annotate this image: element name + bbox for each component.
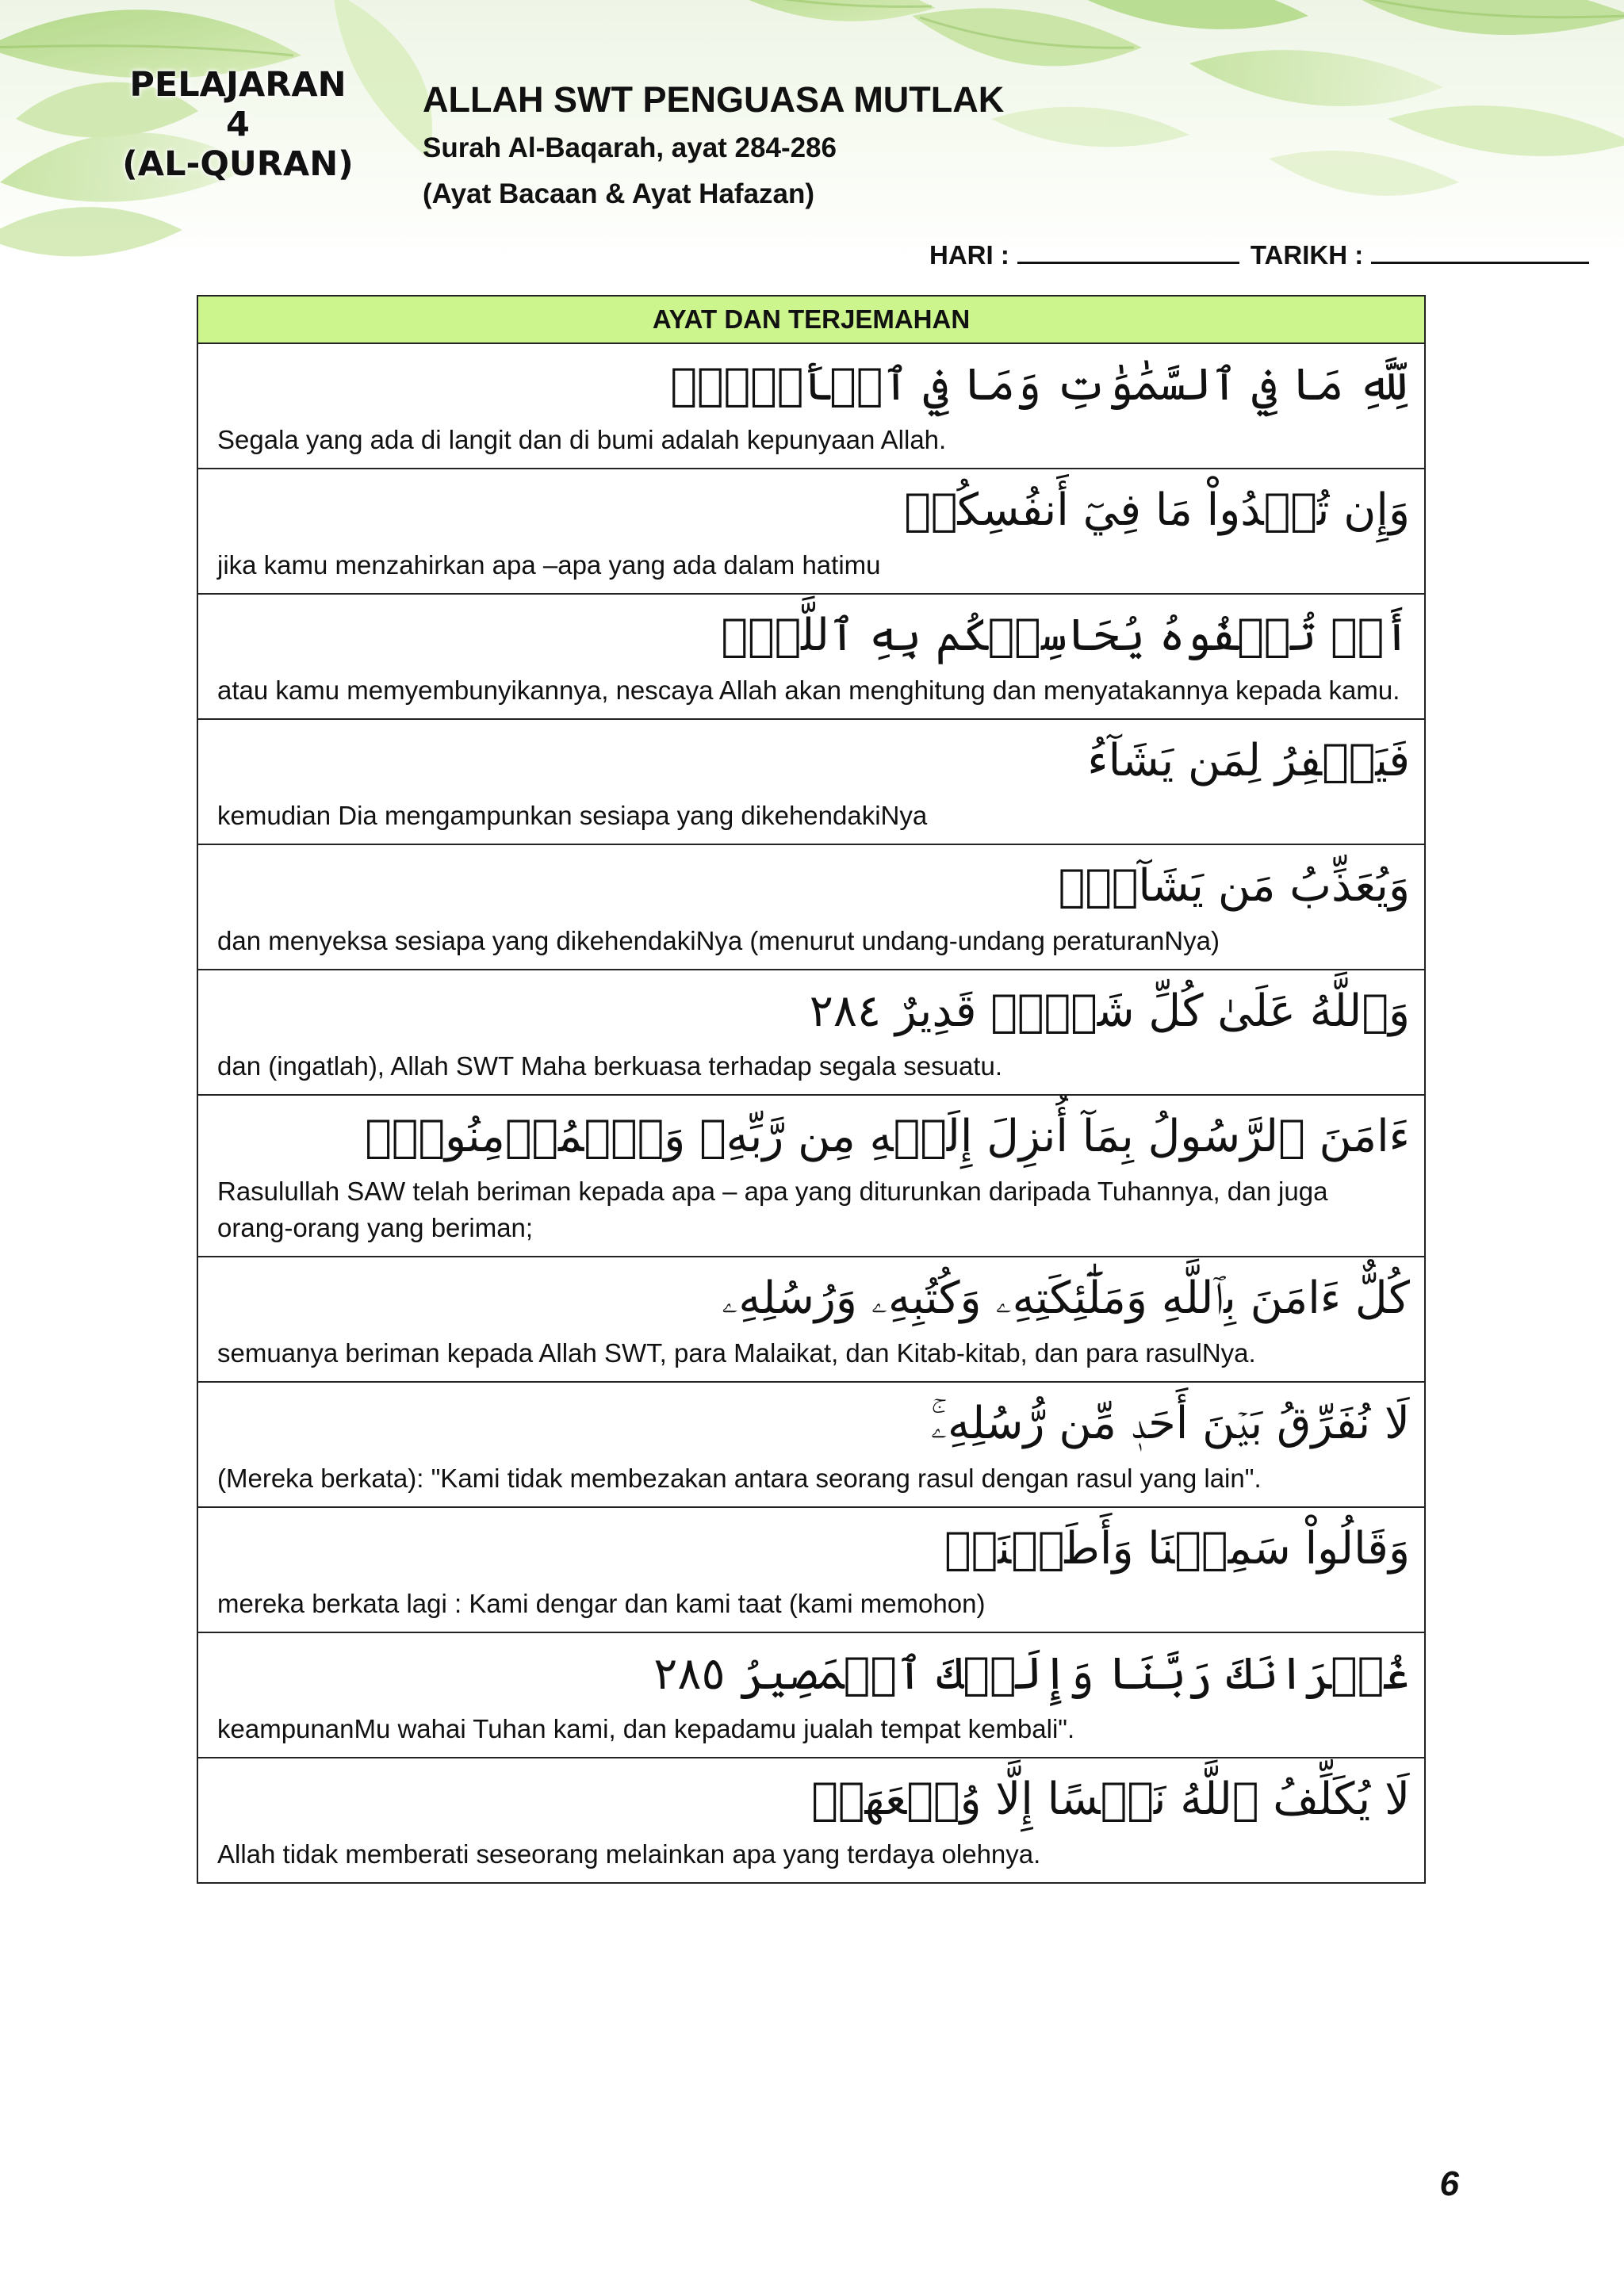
arabic-ayah: ءَامَنَ ٱلرَّسُولُ بِمَآ أُنزِلَ إِلَيۡهِ مِن رَّبِّهِۦ وَٱلۡمُؤۡمِنُونَۚ	[365, 1111, 1410, 1162]
ayat-type-subtitle: (Ayat Bacaan & Ayat Hafazan)	[423, 178, 815, 209]
arabic-ayah: فَيَغۡفِرُ لِمَن يَشَآءُ	[1087, 735, 1410, 786]
table-row	[197, 1758, 1425, 1883]
table-row	[197, 719, 1425, 844]
page-number: 6	[1439, 2164, 1459, 2203]
table-row	[197, 844, 1425, 970]
lesson-label-line3: (AL-QURAN)	[122, 144, 354, 184]
table-row	[197, 1382, 1425, 1507]
date-fields	[929, 238, 1589, 270]
table-row	[197, 469, 1425, 594]
table-row	[197, 1632, 1425, 1758]
ayah-cell	[197, 1632, 1425, 1758]
page-title: ALLAH SWT PENGUASA MUTLAK	[423, 79, 1005, 120]
translation-text: dan menyeksa sesiapa yang dikehendakiNya (menurut undang-undang peraturanNya)	[217, 926, 1220, 955]
title-block	[423, 75, 1004, 217]
lesson-label-line2: 4	[226, 105, 250, 144]
tarikh-label: TARIKH :	[1250, 240, 1364, 270]
lesson-label-line1: PELAJARAN	[129, 65, 347, 105]
lesson-label	[119, 65, 357, 184]
table-row	[197, 1095, 1425, 1257]
arabic-ayah: لَا نُفَرِّقُ بَيۡنَ أَحَدٖ مِّن رُّسُلِهِۦۚ	[930, 1398, 1410, 1449]
arabic-ayah: لِّلَّهِ مَا فِي ٱلسَّمَٰوَٰتِ وَمَا فِي ٱلۡأَرۡضِۗ	[670, 359, 1410, 411]
table-row	[197, 970, 1425, 1095]
ayah-cell	[197, 594, 1425, 719]
table-row	[197, 343, 1425, 469]
arabic-ayah: وَٱللَّهُ عَلَىٰ كُلِّ شَيۡءٖ قَدِيرٌ ٢٨٤	[809, 985, 1410, 1037]
ayah-cell	[197, 1507, 1425, 1632]
tarikh-blank-line[interactable]	[1371, 238, 1589, 264]
hari-label: HARI :	[929, 240, 1009, 270]
translation-text: Rasulullah SAW telah beriman kepada apa – apa yang diturunkan daripada Tuhannya, dan juga orang-orang yang beriman;	[217, 1177, 1328, 1242]
hari-blank-line[interactable]	[1017, 238, 1239, 264]
ayah-cell	[197, 970, 1425, 1095]
ayah-cell	[197, 1095, 1425, 1257]
table-row	[197, 1507, 1425, 1632]
ayah-cell	[197, 1257, 1425, 1382]
arabic-ayah: وَقَالُواْ سَمِعۡنَا وَأَطَعۡنَاۖ	[944, 1523, 1410, 1575]
translation-text: semuanya beriman kepada Allah SWT, para Malaikat, dan Kitab-kitab, dan para rasulNya.	[217, 1338, 1256, 1368]
translation-text: dan (ingatlah), Allah SWT Maha berkuasa terhadap segala sesuatu.	[217, 1051, 1002, 1081]
arabic-ayah: كُلٌّ ءَامَنَ بِٱللَّهِ وَمَلَٰٓئِكَتِهِۦ وَكُتُبِهِۦ وَرُسُلِهِۦ	[722, 1272, 1410, 1324]
translation-text: keampunanMu wahai Tuhan kami, dan kepadamu jualah tempat kembali".	[217, 1714, 1075, 1743]
ayah-cell	[197, 1382, 1425, 1507]
ayah-cell	[197, 719, 1425, 844]
arabic-ayah: وَيُعَذِّبُ مَن يَشَآءُۗ	[1058, 860, 1410, 912]
ayah-cell	[197, 1758, 1425, 1883]
translation-text: (Mereka berkata): "Kami tidak membezakan antara seorang rasul dengan rasul yang lain".	[217, 1464, 1262, 1493]
translation-text: Segala yang ada di langit dan di bumi adalah kepunyaan Allah.	[217, 425, 947, 454]
translation-text: mereka berkata lagi : Kami dengar dan kami taat (kami memohon)	[217, 1589, 986, 1618]
ayah-cell	[197, 844, 1425, 970]
ayat-table	[197, 295, 1426, 1884]
ayah-cell	[197, 469, 1425, 594]
translation-text: atau kamu memyembunyikannya, nescaya Allah akan menghitung dan menyatakannya kepada kamu.	[217, 675, 1400, 705]
arabic-ayah: غُفۡرَانَكَ رَبَّنَا وَإِلَيۡكَ ٱلۡمَصِيرُ ٢٨٥	[653, 1648, 1410, 1700]
table-heading: AYAT DAN TERJEMAHAN	[197, 296, 1425, 343]
surah-subtitle: Surah Al-Baqarah, ayat 284-286	[423, 132, 837, 163]
arabic-ayah: وَإِن تُبۡدُواْ مَا فِيٓ أَنفُسِكُمۡ	[904, 484, 1410, 536]
ayah-cell	[197, 343, 1425, 469]
table-body	[197, 343, 1425, 1883]
arabic-ayah: لَا يُكَلِّفُ ٱللَّهُ نَفۡسًا إِلَّا وُسۡعَهَاۚ	[811, 1774, 1410, 1825]
table-row	[197, 594, 1425, 719]
translation-text: kemudian Dia mengampunkan sesiapa yang dikehendakiNya	[217, 801, 928, 830]
table-row	[197, 1257, 1425, 1382]
translation-text: jika kamu menzahirkan apa –apa yang ada dalam hatimu	[217, 550, 881, 580]
translation-text: Allah tidak memberati seseorang melainkan apa yang terdaya olehnya.	[217, 1839, 1041, 1869]
arabic-ayah: أَوۡ تُخۡفُوهُ يُحَاسِبۡكُم بِهِ ٱللَّهُۖ	[721, 610, 1410, 661]
